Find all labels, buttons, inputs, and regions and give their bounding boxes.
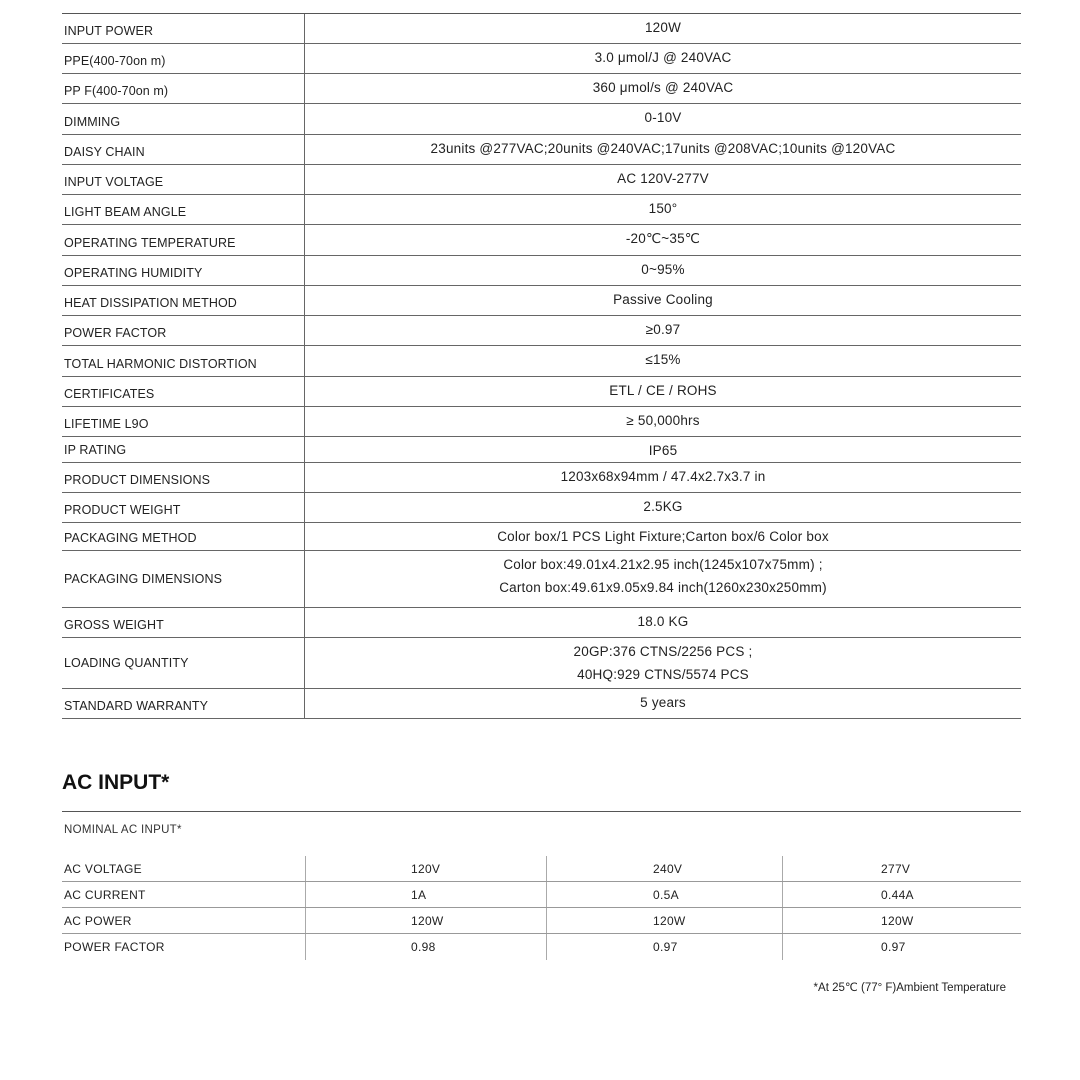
- ac-value: 1A: [306, 882, 547, 907]
- section-divider: [62, 811, 1021, 812]
- spec-label: LOADING QUANTITY: [62, 638, 305, 688]
- spec-value: [305, 316, 1021, 345]
- spec-row: [62, 316, 1021, 346]
- ac-input-table: [62, 856, 1021, 960]
- ac-value: 120W: [306, 908, 547, 933]
- specification-table: [62, 13, 1021, 719]
- spec-row: [62, 104, 1021, 135]
- spec-label: PACKAGING METHOD: [62, 523, 305, 550]
- spec-label: INPUT POWER: [62, 14, 305, 43]
- spec-label: PRODUCT WEIGHT: [62, 493, 305, 522]
- spec-label: LIGHT BEAM ANGLE: [62, 195, 305, 224]
- ac-label: AC POWER: [62, 908, 306, 933]
- spec-value-text: ≤15%: [645, 352, 681, 367]
- spec-label: HEAT DISSIPATION METHOD: [62, 286, 305, 315]
- spec-label: LIFETIME L9O: [62, 407, 305, 436]
- spec-value-text: Color box/1 PCS Light Fixture;Carton box/6 Color box: [497, 529, 829, 544]
- spec-value-text: 2.5KG: [643, 499, 683, 514]
- ac-value: 0.97: [547, 934, 783, 960]
- spec-value: [305, 14, 1021, 43]
- spec-value: [305, 225, 1021, 255]
- spec-value: [305, 44, 1021, 73]
- spec-value-text: IP65: [648, 443, 678, 458]
- spec-value-text: 0~95%: [641, 262, 685, 277]
- spec-row: [62, 638, 1021, 689]
- ac-label: AC VOLTAGE: [62, 856, 306, 881]
- spec-label: POWER FACTOR: [62, 316, 305, 345]
- spec-label: DAISY CHAIN: [62, 135, 305, 164]
- spec-row: [62, 225, 1021, 256]
- spec-value: [305, 377, 1021, 406]
- ac-row: [62, 908, 1021, 934]
- spec-row: [62, 689, 1021, 719]
- spec-value-text: 0-10V: [644, 110, 682, 125]
- spec-value: [305, 638, 1021, 688]
- spec-value: [305, 463, 1021, 492]
- footnote: *At 25℃ (77° F)Ambient Temperature: [813, 982, 1006, 994]
- ac-value: 120V: [306, 856, 547, 881]
- spec-value: [305, 493, 1021, 522]
- spec-label: GROSS WEIGHT: [62, 608, 305, 637]
- spec-row: [62, 44, 1021, 74]
- spec-value: [305, 165, 1021, 194]
- spec-value: [305, 523, 1021, 550]
- spec-row: [62, 608, 1021, 638]
- spec-value: [305, 437, 1021, 462]
- spec-value: [305, 104, 1021, 134]
- spec-row: [62, 523, 1021, 551]
- spec-row: [62, 256, 1021, 286]
- spec-value-text: 3.0 μmol/J @ 240VAC: [594, 50, 732, 65]
- spec-label: CERTIFICATES: [62, 377, 305, 406]
- spec-label: PRODUCT DIMENSIONS: [62, 463, 305, 492]
- spec-value-text: -20℃~35℃: [625, 231, 701, 246]
- spec-label: OPERATING TEMPERATURE: [62, 225, 305, 255]
- spec-label: DIMMING: [62, 104, 305, 134]
- spec-value: [305, 346, 1021, 376]
- ac-value: 120W: [881, 913, 914, 928]
- ac-value: 0.5A: [547, 882, 783, 907]
- spec-row: [62, 346, 1021, 377]
- spec-row: [62, 377, 1021, 407]
- spec-label: PP F(400-70on m): [62, 74, 305, 103]
- spec-row: [62, 407, 1021, 437]
- ac-value: 0.44A: [881, 887, 914, 902]
- ac-row: [62, 934, 1021, 960]
- spec-row: [62, 14, 1021, 44]
- spec-row: [62, 286, 1021, 316]
- spec-label: PACKAGING DIMENSIONS: [62, 551, 305, 607]
- spec-value-text: ETL / CE / ROHS: [609, 383, 717, 398]
- ac-label: POWER FACTOR: [62, 934, 306, 960]
- spec-label: IP RATING: [62, 437, 305, 462]
- spec-row: [62, 195, 1021, 225]
- spec-row: [62, 135, 1021, 165]
- spec-value: [305, 689, 1021, 718]
- spec-value-text: AC 120V-277V: [617, 171, 709, 186]
- spec-value: [305, 256, 1021, 285]
- spec-row: [62, 493, 1021, 523]
- spec-label: TOTAL HARMONIC DISTORTION: [62, 346, 305, 376]
- ac-row: [62, 856, 1021, 882]
- spec-value-text-line2: Carton box:49.61x9.05x9.84 inch(1260x230x250mm): [499, 580, 827, 595]
- ac-value: 120W: [547, 908, 783, 933]
- spec-value: [305, 286, 1021, 315]
- ac-value: 277V: [881, 861, 911, 876]
- spec-label: PPE(400-70on m): [62, 44, 305, 73]
- ac-value: 0.97: [881, 940, 906, 954]
- spec-value-text: ≥0.97: [645, 322, 681, 337]
- spec-row: [62, 165, 1021, 195]
- spec-value-text: ≥ 50,000hrs: [626, 413, 700, 428]
- spec-value-text: 20GP:376 CTNS/2256 PCS ;: [573, 644, 753, 659]
- spec-value: [305, 407, 1021, 436]
- spec-label: INPUT VOLTAGE: [62, 165, 305, 194]
- spec-value-text: Color box:49.01x4.21x2.95 inch(1245x107x75mm) ;: [503, 557, 823, 572]
- spec-value-text: 5 years: [640, 695, 686, 710]
- ac-value: 0.98: [306, 934, 547, 960]
- spec-row: [62, 551, 1021, 608]
- spec-value-text: Passive Cooling: [613, 292, 713, 307]
- spec-value-text: 23units @277VAC;20units @240VAC;17units @208VAC;10units @120VAC: [430, 141, 896, 156]
- spec-value-text: 150°: [648, 201, 678, 216]
- spec-value-text-line2: 40HQ:929 CTNS/5574 PCS: [577, 667, 749, 682]
- section-title-ac-input: AC INPUT*: [62, 771, 170, 794]
- spec-value: [305, 74, 1021, 103]
- spec-row: [62, 74, 1021, 104]
- spec-value-text: 1203x68x94mm / 47.4x2.7x3.7 in: [560, 469, 766, 484]
- spec-value-text: 360 μmol/s @ 240VAC: [592, 80, 734, 95]
- spec-value-text: 18.0 KG: [637, 614, 689, 629]
- spec-value: [305, 135, 1021, 164]
- ac-label: AC CURRENT: [62, 882, 306, 907]
- spec-value: [305, 195, 1021, 224]
- spec-label: STANDARD WARRANTY: [62, 689, 305, 718]
- ac-row: [62, 882, 1021, 908]
- spec-label: OPERATING HUMIDITY: [62, 256, 305, 285]
- spec-value: [305, 551, 1021, 607]
- spec-value-text: 120W: [644, 20, 682, 35]
- spec-row: [62, 463, 1021, 493]
- ac-input-subtitle: NOMINAL AC INPUT*: [64, 824, 182, 836]
- ac-value: 240V: [547, 856, 783, 881]
- spec-row: [62, 437, 1021, 463]
- spec-value: [305, 608, 1021, 637]
